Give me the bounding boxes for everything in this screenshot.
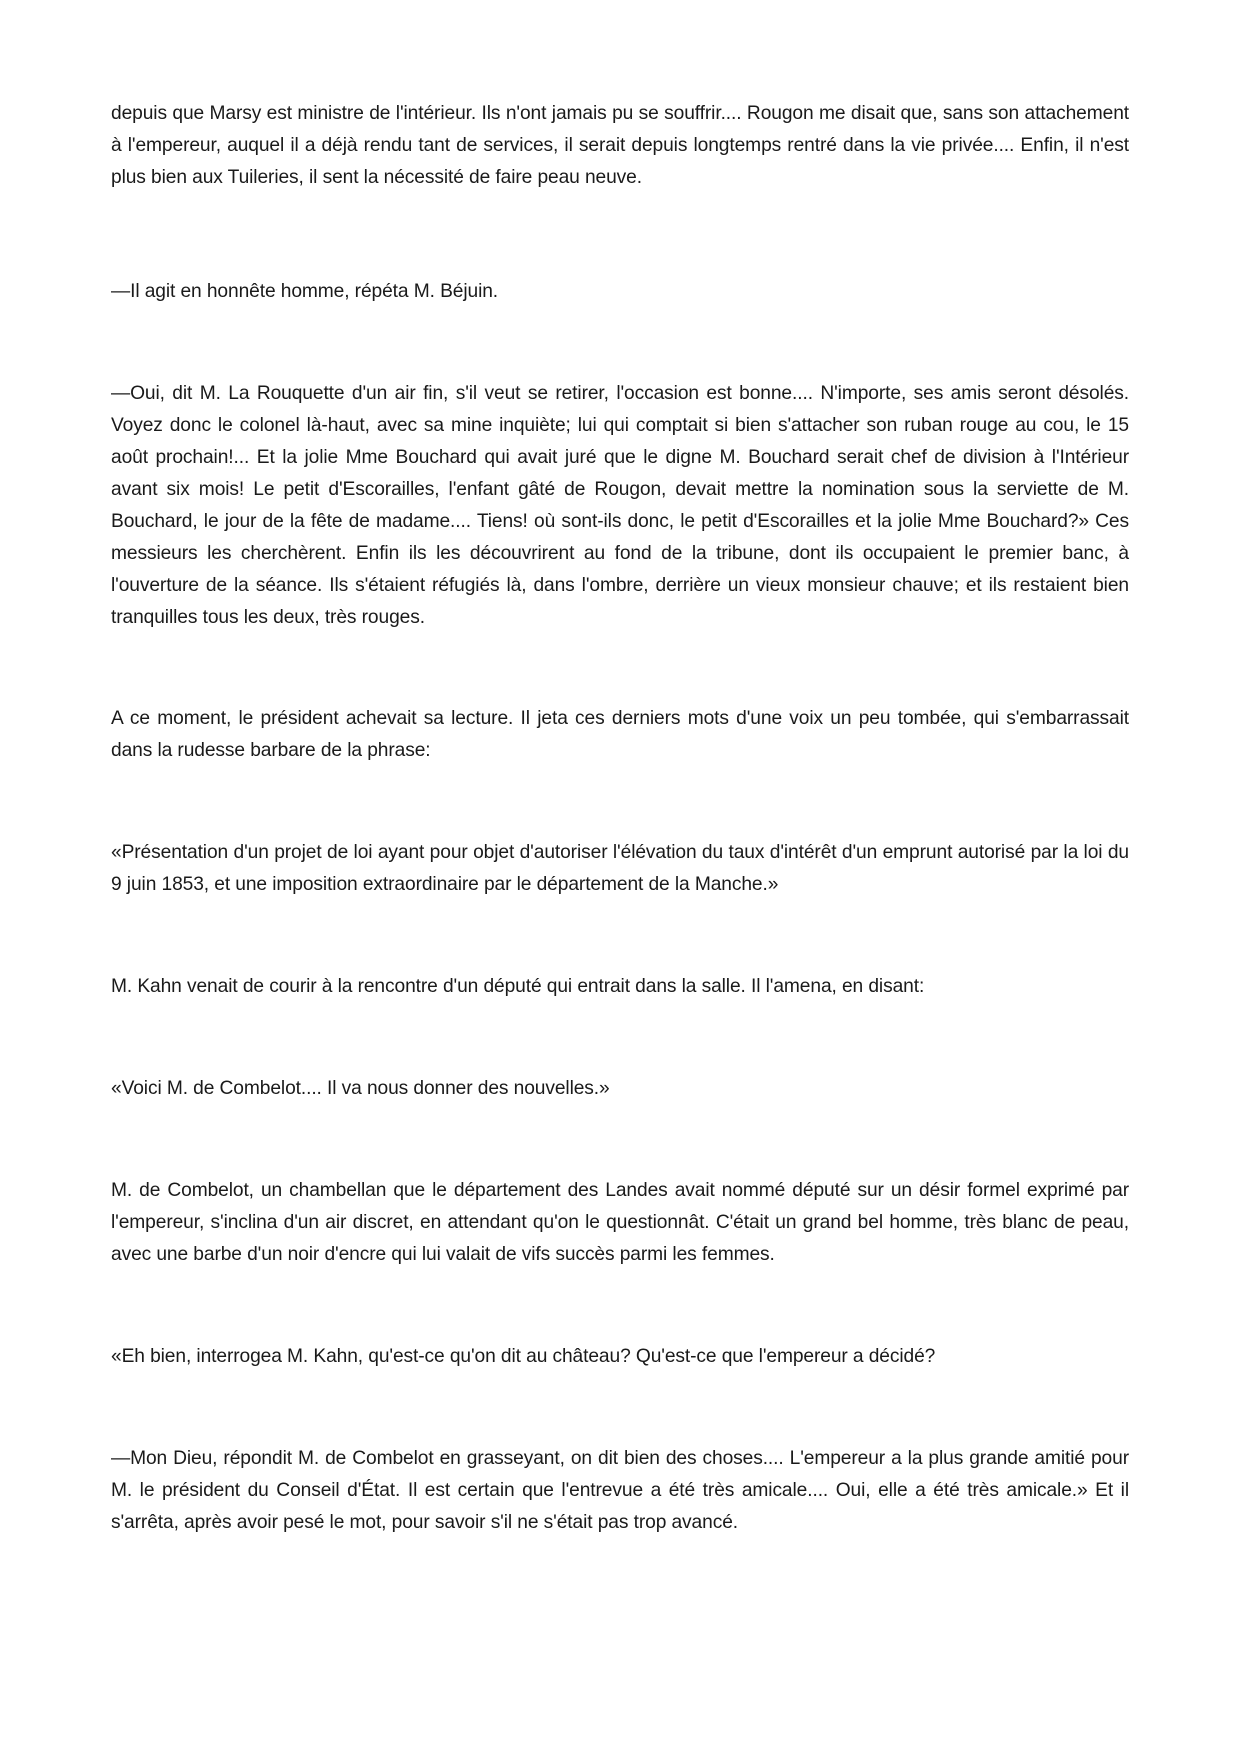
paragraph-6: M. Kahn venait de courir à la rencontre d'un député qui entrait dans la salle. Il l'amena, en disant:	[111, 976, 925, 997]
paragraph-3: —Oui, dit M. La Rouquette d'un air fin, s'il veut se retirer, l'occasion est bonne.... N'importe, ses amis seront désolés. Voyez donc le colonel là-haut, avec sa mine inquiète; lui qui comptait si bien s'attacher son ruban rouge au cou, le 15 août prochain!... Et la jolie Mme Bouchard qui avait juré que le digne M. Bouchard serait chef de division à l'Intérieur avant six mois! Le petit d'Escorailles, l'enfant gâté de Rougon, devait mettre la nomination sous la serviette de M. Bouchard, le jour de la fête de madame.... Tiens! où sont-ils donc, le petit d'Escorailles et la jolie Mme Bouchard?» Ces messieurs les cherchèrent. Enfin ils les découvrirent au fond de la tribune, dont ils occupaient le premier banc, à l'ouverture de la séance. Ils s'étaient réfugiés là, dans l'ombre, derrière un vieux monsieur chauve; et ils restaient bien tranquilles tous les deux, très rouges.	[111, 383, 1129, 628]
paragraph-10: —Mon Dieu, répondit M. de Combelot en grasseyant, on dit bien des choses.... L'empereur a la plus grande amitié pour M. le président du Conseil d'État. Il est certain que l'entrevue a été très amicale.... Oui, elle a été très amicale.» Et il s'arrêta, après avoir pesé le mot, pour savoir s'il ne s'était pas trop avancé.	[111, 1448, 1129, 1533]
paragraph-1: depuis que Marsy est ministre de l'intérieur. Ils n'ont jamais pu se souffrir.... Rougon me disait que, sans son attachement à l'empereur, auquel il a déjà rendu tant de services, il serait depuis longtemps rentré dans la vie privée.... Enfin, il n'est plus bien aux Tuileries, il sent la nécessité de faire peau neuve.	[111, 103, 1129, 188]
paragraph-7: «Voici M. de Combelot.... Il va nous donner des nouvelles.»	[111, 1078, 610, 1099]
paragraph-5: «Présentation d'un projet de loi ayant pour objet d'autoriser l'élévation du taux d'intérêt d'un emprunt autorisé par la loi du 9 juin 1853, et une imposition extraordinaire par le département de la Manche.»	[111, 842, 1129, 895]
paragraph-2: —Il agit en honnête homme, répéta M. Béjuin.	[111, 281, 499, 302]
paragraph-4: A ce moment, le président achevait sa lecture. Il jeta ces derniers mots d'une voix un peu tombée, qui s'embarrassait dans la rudesse barbare de la phrase:	[111, 708, 1129, 761]
paragraph-9: «Eh bien, interrogea M. Kahn, qu'est-ce qu'on dit au château? Qu'est-ce que l'empereur a décidé?	[111, 1346, 936, 1367]
paragraph-8: M. de Combelot, un chambellan que le département des Landes avait nommé député sur un désir formel exprimé par l'empereur, s'inclina d'un air discret, en attendant qu'on le questionnât. C'était un grand bel homme, très blanc de peau, avec une barbe d'un noir d'encre qui lui valait de vifs succès parmi les femmes.	[111, 1180, 1129, 1265]
